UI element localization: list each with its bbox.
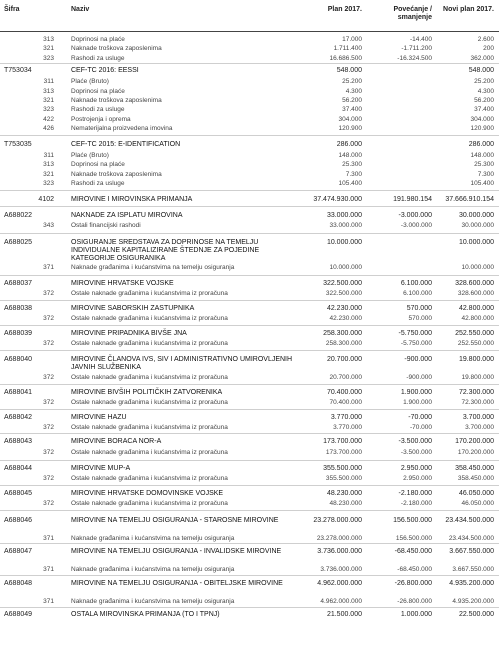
row-divider [0, 63, 499, 64]
row-code: A688025 [4, 239, 33, 246]
row-plan: 258.300.000 [325, 340, 362, 347]
row-plan: 70.400.000 [329, 399, 362, 406]
header-novi-plan: Novi plan 2017. [443, 6, 494, 13]
row-code: A688045 [4, 490, 33, 497]
row-code: A688037 [4, 280, 33, 287]
row-plan: 33.000.000 [329, 222, 362, 229]
row-name: Rashodi za usluge [71, 106, 125, 113]
row-code: 372 [43, 315, 54, 322]
row-name: Ostale naknade građanima i kućanstvima iz proračuna [71, 340, 228, 347]
row-code: 372 [43, 500, 54, 507]
row-name: OSTALA MIROVINSKA PRIMANJA (TO I TPNJ) [71, 611, 220, 618]
row-plan: 322.500.000 [323, 280, 362, 287]
row-name: MIROVINE HAZU [71, 414, 127, 421]
row-code: 311 [43, 78, 54, 85]
row-divider [0, 460, 499, 461]
row-plan: 21.500.000 [326, 611, 362, 618]
row-name: Plaće (Bruto) [71, 152, 109, 159]
row-divider [0, 409, 499, 410]
row-novi-plan: 4.935.200.000 [452, 598, 494, 605]
row-povecanje: -2.180.000 [400, 500, 432, 507]
row-plan: 10.000.000 [329, 264, 362, 271]
row-code: 422 [43, 116, 54, 123]
row-povecanje: -3.000.000 [398, 212, 432, 219]
row-code: 321 [43, 171, 54, 178]
row-plan: 148.000 [338, 152, 362, 159]
row-code: 371 [43, 566, 54, 573]
row-name: MIROVINE I MIROVINSKA PRIMANJA [71, 196, 193, 203]
row-code: 372 [43, 290, 54, 297]
row-name: MIROVINE ČLANOVA IVS, SIV I ADMINISTRATIVNO UMIROVLJENIH JAVNIH SLUŽBENIKA [71, 356, 293, 371]
row-code: 372 [43, 449, 54, 456]
row-name: Rashodi za usluge [71, 180, 125, 187]
row-code: 313 [43, 88, 54, 95]
row-novi-plan: 25.200 [474, 78, 494, 85]
row-code: A688022 [4, 212, 33, 219]
row-plan: 4.300 [345, 88, 362, 95]
row-code: 372 [43, 475, 54, 482]
header-povecanje: Povećanje / smanjenje [393, 6, 432, 21]
row-novi-plan: 170.200.000 [457, 449, 494, 456]
row-novi-plan: 30.000.000 [461, 222, 494, 229]
row-povecanje: -70.000 [408, 414, 432, 421]
row-name: Naknade građanima i kućanstvima na temelju osiguranja [71, 264, 235, 271]
row-novi-plan: 328.600.000 [457, 290, 494, 297]
row-plan: 42.230.000 [326, 305, 362, 312]
row-novi-plan: 252.550.000 [455, 330, 494, 337]
row-plan: 355.500.000 [323, 465, 362, 472]
row-code: 372 [43, 340, 54, 347]
row-divider [0, 135, 499, 136]
row-code: 371 [43, 535, 54, 542]
row-code: 426 [43, 125, 54, 132]
row-divider [0, 543, 499, 544]
header-naziv: Naziv [71, 6, 90, 13]
row-code: A688047 [4, 548, 33, 555]
row-novi-plan: 328.600.000 [455, 280, 494, 287]
row-code: A688040 [4, 356, 33, 363]
row-plan: 304.000 [338, 116, 362, 123]
row-novi-plan: 200 [483, 45, 494, 52]
row-povecanje: -3.000.000 [400, 222, 432, 229]
row-plan: 48.230.000 [329, 500, 362, 507]
row-name: Nematerijalna proizvedena imovina [71, 125, 173, 132]
row-plan: 4.962.000.000 [317, 580, 362, 587]
row-novi-plan: 170.200.000 [455, 438, 494, 445]
row-povecanje: -3.500.000 [400, 449, 432, 456]
row-divider [0, 325, 499, 326]
row-name: MIROVINE NA TEMELJU OSIGURANJA - OBITELJSKE MIROVINE [71, 580, 283, 587]
row-novi-plan: 72.300.000 [458, 389, 494, 396]
row-plan: 258.300.000 [323, 330, 362, 337]
row-plan: 10.000.000 [326, 239, 362, 246]
row-plan: 4.962.000.000 [320, 598, 362, 605]
row-novi-plan: 286.000 [468, 141, 494, 148]
row-plan: 1.711.400 [333, 45, 362, 52]
row-plan: 48.230.000 [326, 490, 362, 497]
row-code: 323 [43, 55, 54, 62]
row-divider [0, 433, 499, 434]
row-code: T753034 [4, 67, 32, 74]
row-divider [0, 206, 499, 207]
row-divider [0, 233, 499, 234]
row-name: Naknade građanima i kućanstvima na temelju osiguranja [71, 535, 235, 542]
header-sifra: Šifra [4, 6, 20, 13]
row-divider [0, 350, 499, 351]
row-plan: 120.900 [338, 125, 362, 132]
row-povecanje: 2.950.000 [403, 475, 432, 482]
row-code: 323 [43, 106, 54, 113]
row-povecanje: -3.500.000 [398, 438, 432, 445]
row-novi-plan: 19.800.000 [461, 374, 494, 381]
row-code: 371 [43, 598, 54, 605]
row-code: A688049 [4, 611, 33, 618]
row-novi-plan: 252.550.000 [457, 340, 494, 347]
row-name: Postrojenja i oprema [71, 116, 131, 123]
row-povecanje: 156.500.000 [393, 517, 432, 524]
row-povecanje: 156.500.000 [395, 535, 432, 542]
row-povecanje: 2.950.000 [400, 465, 432, 472]
row-name: Rashodi za usluge [71, 55, 125, 62]
row-plan: 3.736.000.000 [320, 566, 362, 573]
row-name: Ostale naknade građanima i kućanstvima iz proračuna [71, 315, 228, 322]
row-name: Naknade građanima i kućanstvima na temelju osiguranja [71, 598, 235, 605]
row-plan: 25.300 [342, 161, 362, 168]
row-novi-plan: 548.000 [468, 67, 494, 74]
row-plan: 70.400.000 [326, 389, 362, 396]
row-code: 372 [43, 399, 54, 406]
row-code: 323 [43, 180, 54, 187]
row-povecanje: -14.400 [409, 36, 432, 43]
row-plan: 322.500.000 [325, 290, 362, 297]
row-povecanje: -26.800.000 [397, 598, 432, 605]
row-code: 4102 [38, 196, 54, 203]
row-plan: 42.230.000 [329, 315, 362, 322]
row-povecanje: -26.800.000 [394, 580, 432, 587]
row-novi-plan: 37.666.910.154 [445, 196, 494, 203]
row-name: Ostali financijski rashodi [71, 222, 141, 229]
row-plan: 286.000 [336, 141, 362, 148]
row-code: A688039 [4, 330, 33, 337]
row-code: 313 [43, 36, 54, 43]
row-code: 372 [43, 374, 54, 381]
row-plan: 20.700.000 [326, 356, 362, 363]
row-name: Naknade troškova zaposlenima [71, 97, 162, 104]
row-name: MIROVINE SABORSKIH ZASTUPNIKA [71, 305, 195, 312]
row-plan: 17.000 [342, 36, 362, 43]
row-plan: 3.736.000.000 [317, 548, 362, 555]
row-povecanje: -68.450.000 [397, 566, 432, 573]
row-novi-plan: 10.000.000 [461, 264, 494, 271]
row-novi-plan: 30.000.000 [458, 212, 494, 219]
row-plan: 33.000.000 [326, 212, 362, 219]
row-name: NAKNADE ZA ISPLATU MIROVINA [71, 212, 183, 219]
row-name: Naknade građanima i kućanstvima na temelju osiguranja [71, 566, 235, 573]
row-plan: 20.700.000 [329, 374, 362, 381]
header-plan: Plan 2017. [327, 6, 362, 13]
row-name: MIROVINE HRVATSKE DOMOVINSKE VOJSKE [71, 490, 224, 497]
row-code: 371 [43, 264, 54, 271]
row-novi-plan: 3.700.000 [462, 414, 494, 421]
row-plan: 355.500.000 [325, 475, 362, 482]
row-novi-plan: 23.434.500.000 [448, 535, 494, 542]
row-novi-plan: 362.000 [470, 55, 494, 62]
row-plan: 56.200 [342, 97, 362, 104]
row-code: 372 [43, 424, 54, 431]
row-plan: 25.200 [342, 78, 362, 85]
row-plan: 548.000 [336, 67, 362, 74]
row-name: MIROVINE PRIPADNIKA BIVŠE JNA [71, 330, 187, 337]
row-code: A688042 [4, 414, 33, 421]
row-name: Doprinosi na plaće [71, 161, 125, 168]
row-code: T753035 [4, 141, 32, 148]
row-povecanje: 6.100.000 [403, 290, 432, 297]
row-povecanje: 191.980.154 [393, 196, 432, 203]
row-povecanje: -16.324.500 [397, 55, 432, 62]
row-novi-plan: 304.000 [470, 116, 494, 123]
row-code: A688044 [4, 465, 33, 472]
row-code: 343 [43, 222, 54, 229]
row-povecanje: -70.000 [409, 424, 432, 431]
row-code: A688043 [4, 438, 33, 445]
row-name: MIROVINE BORACA NOR-A [71, 438, 162, 445]
row-plan: 23.278.000.000 [316, 535, 362, 542]
row-novi-plan: 46.050.000 [461, 500, 494, 507]
row-plan: 3.770.000 [330, 414, 362, 421]
row-povecanje: -900.000 [406, 374, 432, 381]
row-divider [0, 485, 499, 486]
row-novi-plan: 37.400 [474, 106, 494, 113]
row-divider [0, 275, 499, 276]
row-povecanje: 570.000 [408, 315, 432, 322]
row-name: Ostale naknade građanima i kućanstvima iz proračuna [71, 399, 228, 406]
row-name: MIROVINE NA TEMELJU OSIGURANJA - STAROSNE MIROVINE [71, 517, 279, 524]
row-povecanje: -5.750.000 [400, 340, 432, 347]
row-name: Naknade troškova zaposlenima [71, 171, 162, 178]
row-povecanje: 1.900.000 [403, 399, 432, 406]
row-povecanje: -2.180.000 [398, 490, 432, 497]
row-divider [0, 607, 499, 608]
row-plan: 23.278.000.000 [313, 517, 362, 524]
table-header [0, 0, 499, 32]
row-povecanje: -1.711.200 [401, 45, 432, 52]
row-povecanje: 6.100.000 [400, 280, 432, 287]
row-code: A688041 [4, 389, 33, 396]
row-plan: 7.300 [345, 171, 362, 178]
row-plan: 16.686.500 [329, 55, 362, 62]
row-novi-plan: 148.000 [470, 152, 494, 159]
row-code: 311 [43, 152, 54, 159]
row-name: Ostale naknade građanima i kućanstvima iz proračuna [71, 424, 228, 431]
row-novi-plan: 7.300 [477, 171, 494, 178]
row-code: 321 [43, 97, 54, 104]
row-name: MIROVINE HRVATSKE VOJSKE [71, 280, 174, 287]
row-name: Plaće (Bruto) [71, 78, 109, 85]
row-name: Doprinosi na plaće [71, 36, 125, 43]
row-novi-plan: 3.700.000 [465, 424, 494, 431]
row-novi-plan: 42.800.000 [461, 315, 494, 322]
row-plan: 37.474.930.000 [313, 196, 362, 203]
row-divider [0, 575, 499, 576]
row-novi-plan: 23.434.500.000 [445, 517, 494, 524]
row-novi-plan: 56.200 [474, 97, 494, 104]
row-novi-plan: 46.050.000 [458, 490, 494, 497]
row-name: CEF-TC 2015: E-IDENTIFICATION [71, 141, 181, 148]
row-code: A688048 [4, 580, 33, 587]
row-novi-plan: 105.400 [470, 180, 494, 187]
row-code: A688046 [4, 517, 33, 524]
row-povecanje: -900.000 [404, 356, 432, 363]
row-name: Naknade troškova zaposlenima [71, 45, 162, 52]
row-povecanje: -5.750.000 [398, 330, 432, 337]
row-name: Ostale naknade građanima i kućanstvima iz proračuna [71, 449, 228, 456]
row-name: MIROVINE BIVŠIH POLITIČKIH ZATVORENIKA [71, 389, 223, 396]
row-name: OSIGURANJE SREDSTAVA ZA DOPRINOSE NA TEMELJU INDIVIDUALNE KAPITALIZIRANE ŠTEDNJE ZA POJEDINE KATEGORIJE OSIGURANIKA [71, 239, 260, 262]
row-novi-plan: 120.900 [470, 125, 494, 132]
row-code: A688038 [4, 305, 33, 312]
row-povecanje: 570.000 [406, 305, 432, 312]
row-novi-plan: 358.450.000 [455, 465, 494, 472]
row-novi-plan: 3.667.550.000 [452, 566, 494, 573]
row-plan: 173.700.000 [325, 449, 362, 456]
row-plan: 37.400 [342, 106, 362, 113]
row-name: MIROVINE MUP-A [71, 465, 131, 472]
row-novi-plan: 4.300 [477, 88, 494, 95]
row-novi-plan: 19.800.000 [458, 356, 494, 363]
row-povecanje: 1.000.000 [400, 611, 432, 618]
row-novi-plan: 358.450.000 [457, 475, 494, 482]
row-divider [0, 190, 499, 191]
row-name: Ostale naknade građanima i kućanstvima iz proračuna [71, 475, 228, 482]
row-novi-plan: 2.600 [477, 36, 494, 43]
row-code: 321 [43, 45, 54, 52]
row-name: Ostale naknade građanima i kućanstvima iz proračuna [71, 374, 228, 381]
row-novi-plan: 22.500.000 [458, 611, 494, 618]
row-name: Ostale naknade građanima i kućanstvima iz proračuna [71, 500, 228, 507]
row-plan: 173.700.000 [323, 438, 362, 445]
row-name: MIROVINE NA TEMELJU OSIGURANJA - INVALIDSKE MIROVINE [71, 548, 282, 555]
row-novi-plan: 3.667.550.000 [449, 548, 494, 555]
row-divider [0, 510, 499, 511]
row-novi-plan: 25.300 [474, 161, 494, 168]
row-divider [0, 384, 499, 385]
row-novi-plan: 4.935.200.000 [449, 580, 494, 587]
row-divider [0, 300, 499, 301]
row-povecanje: 1.900.000 [400, 389, 432, 396]
row-povecanje: -68.450.000 [394, 548, 432, 555]
row-name: Ostale naknade građanima i kućanstvima iz proračuna [71, 290, 228, 297]
row-plan: 105.400 [338, 180, 362, 187]
row-name: CEF-TC 2016: EESSI [71, 67, 139, 74]
row-novi-plan: 10.000.000 [458, 239, 494, 246]
row-novi-plan: 72.300.000 [461, 399, 494, 406]
row-novi-plan: 42.800.000 [458, 305, 494, 312]
row-plan: 3.770.000 [333, 424, 362, 431]
row-code: 313 [43, 161, 54, 168]
row-name: Doprinosi na plaće [71, 88, 125, 95]
